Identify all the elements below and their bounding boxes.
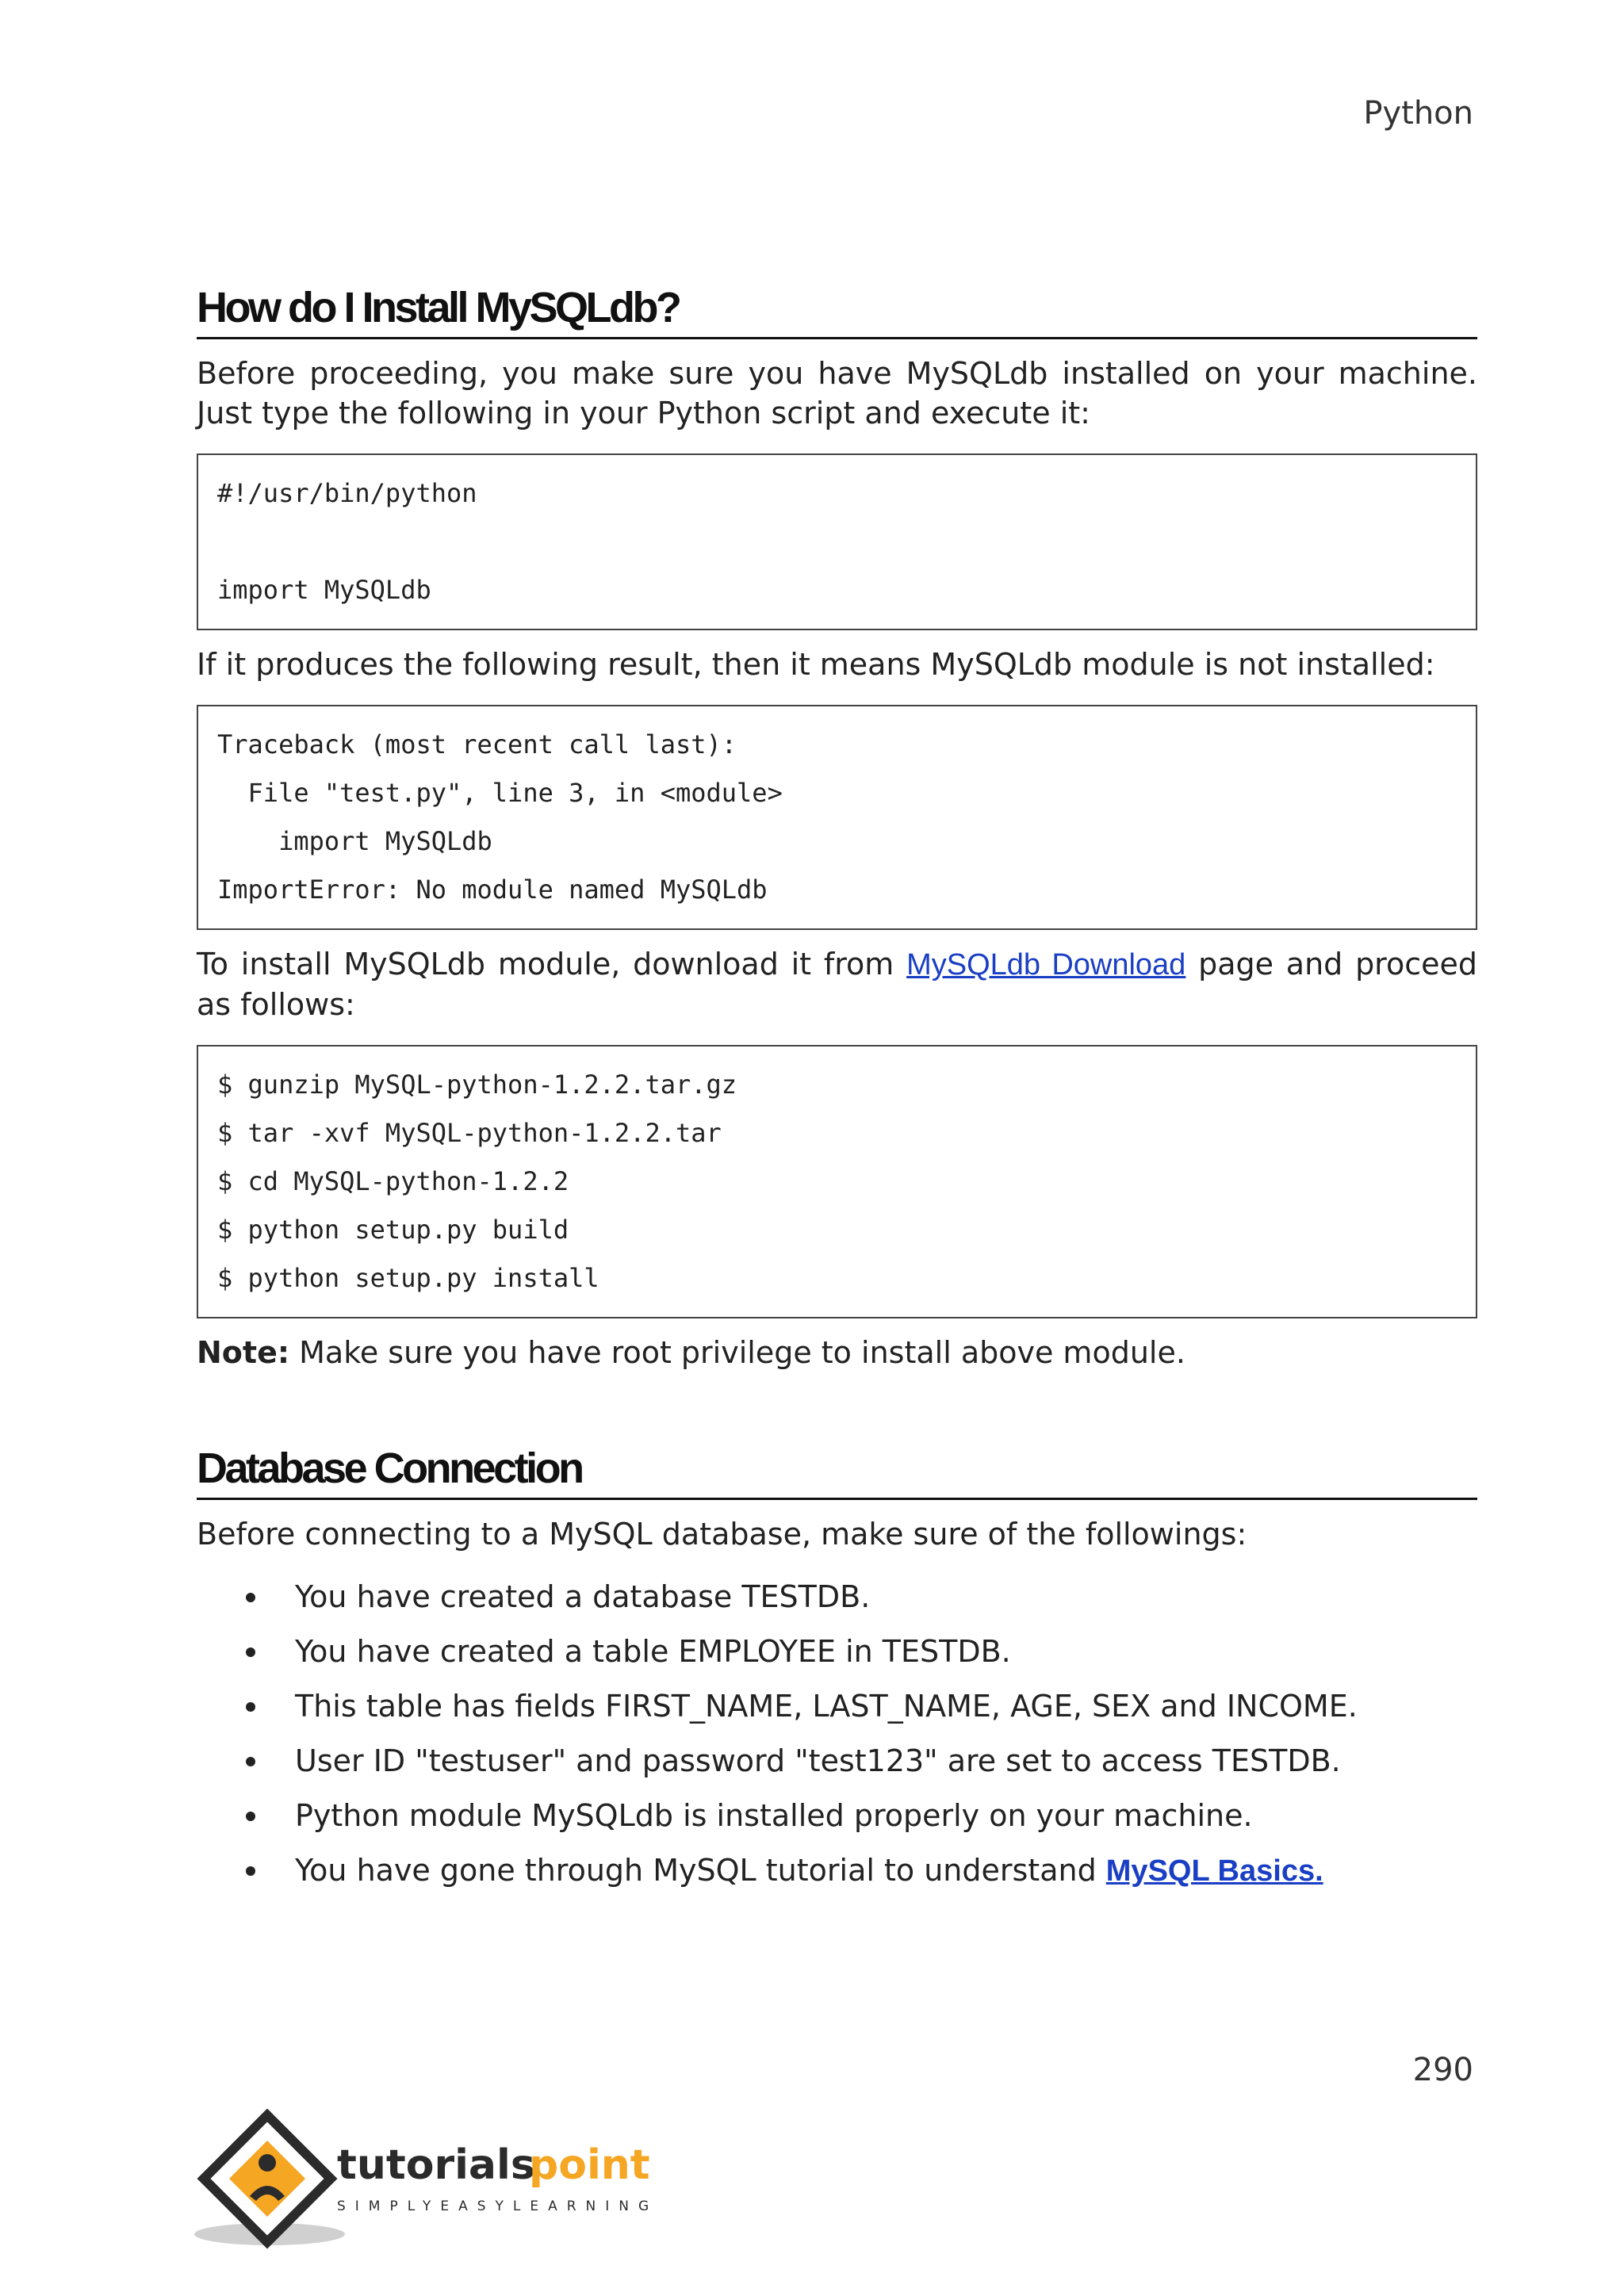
list-item — [197, 1843, 1477, 1899]
logo-word-point: point — [529, 2141, 650, 2189]
note-label: Note: — [197, 1335, 290, 1370]
page-number: 290 — [1412, 2052, 1473, 2088]
note-text: Make sure you have root privilege to install above module. — [289, 1335, 1185, 1370]
logo-word-tutorials: tutorials — [337, 2141, 535, 2189]
bullet-icon — [246, 1647, 255, 1657]
code-line: $ python setup.py install — [217, 1263, 599, 1293]
list-item — [197, 1789, 1477, 1843]
code-line: #!/usr/bin/python — [217, 478, 477, 508]
result-text: If it produces the following result, then it means MySQLdb module is not installed: — [197, 647, 1435, 682]
mysqldb-download-link[interactable]: MySQLdb Download — [906, 948, 1186, 982]
mysql-basics-link[interactable]: MySQL Basics. — [1105, 1854, 1323, 1888]
prerequisite-list — [197, 1570, 1477, 1899]
bullet-icon — [246, 1866, 255, 1876]
section-heading-install: How do I Install MySQLdb? — [197, 281, 1477, 339]
code-line: $ python setup.py build — [217, 1215, 569, 1245]
list-item — [197, 1679, 1477, 1734]
code-block-import — [197, 453, 1477, 630]
code-line: import MySQLdb — [217, 575, 431, 605]
code-block-install-commands — [197, 1045, 1477, 1318]
download-text — [197, 944, 1477, 1024]
install-intro: Before proceeding, you make sure you have MySQLdb installed on your machine. Just type the following in your Python script and execute it: — [197, 356, 1477, 430]
bullet-icon — [246, 1702, 255, 1712]
code-line: $ tar -xvf MySQL-python-1.2.2.tar — [217, 1118, 722, 1148]
code-line: import MySQLdb — [217, 826, 492, 856]
code-block-traceback — [197, 705, 1477, 930]
bullet-icon — [246, 1593, 255, 1602]
list-item — [197, 1570, 1477, 1624]
note — [197, 1333, 1477, 1372]
bullet-icon — [246, 1812, 255, 1821]
download-text-pre: To install MySQLdb module, download it from — [197, 947, 907, 982]
list-item-text: Python module MySQLdb is installed properly on your machine. — [295, 1798, 1253, 1833]
logo-tagline: SIMPLYEASYLEARNING — [337, 2198, 659, 2214]
list-item-text: This table has fields FIRST_NAME, LAST_NAME, AGE, SEX and INCOME. — [295, 1689, 1358, 1724]
logo-figure-head-icon — [259, 2154, 276, 2172]
code-line: File "test.py", line 3, in <module> — [217, 778, 783, 808]
bullet-icon — [246, 1757, 255, 1766]
code-line: ImportError: No module named MySQLdb — [217, 874, 768, 905]
code-line: $ cd MySQL-python-1.2.2 — [217, 1166, 569, 1196]
list-item-text: User ID "testuser" and password "test123" are set to access TESTDB. — [295, 1743, 1341, 1778]
page-content — [197, 281, 1477, 1899]
running-header: Python — [1363, 95, 1473, 132]
list-item-text: You have gone through MySQL tutorial to understand — [295, 1853, 1106, 1888]
download-text-post: page and proceed as follows: — [197, 947, 1477, 1022]
connection-intro: Before connecting to a MySQL database, make sure of the followings: — [197, 1517, 1247, 1552]
tutorialspoint-logo — [194, 2109, 686, 2252]
list-item — [197, 1624, 1477, 1679]
code-line: $ gunzip MySQL-python-1.2.2.tar.gz — [217, 1070, 737, 1100]
code-line: Traceback (most recent call last): — [217, 729, 737, 760]
section-heading-connection: Database Connection — [197, 1442, 1477, 1500]
list-item — [197, 1734, 1477, 1789]
list-item-text: You have created a table EMPLOYEE in TESTDB. — [295, 1634, 1011, 1669]
code-line — [217, 518, 1457, 566]
list-item-text: You have created a database TESTDB. — [295, 1579, 871, 1614]
